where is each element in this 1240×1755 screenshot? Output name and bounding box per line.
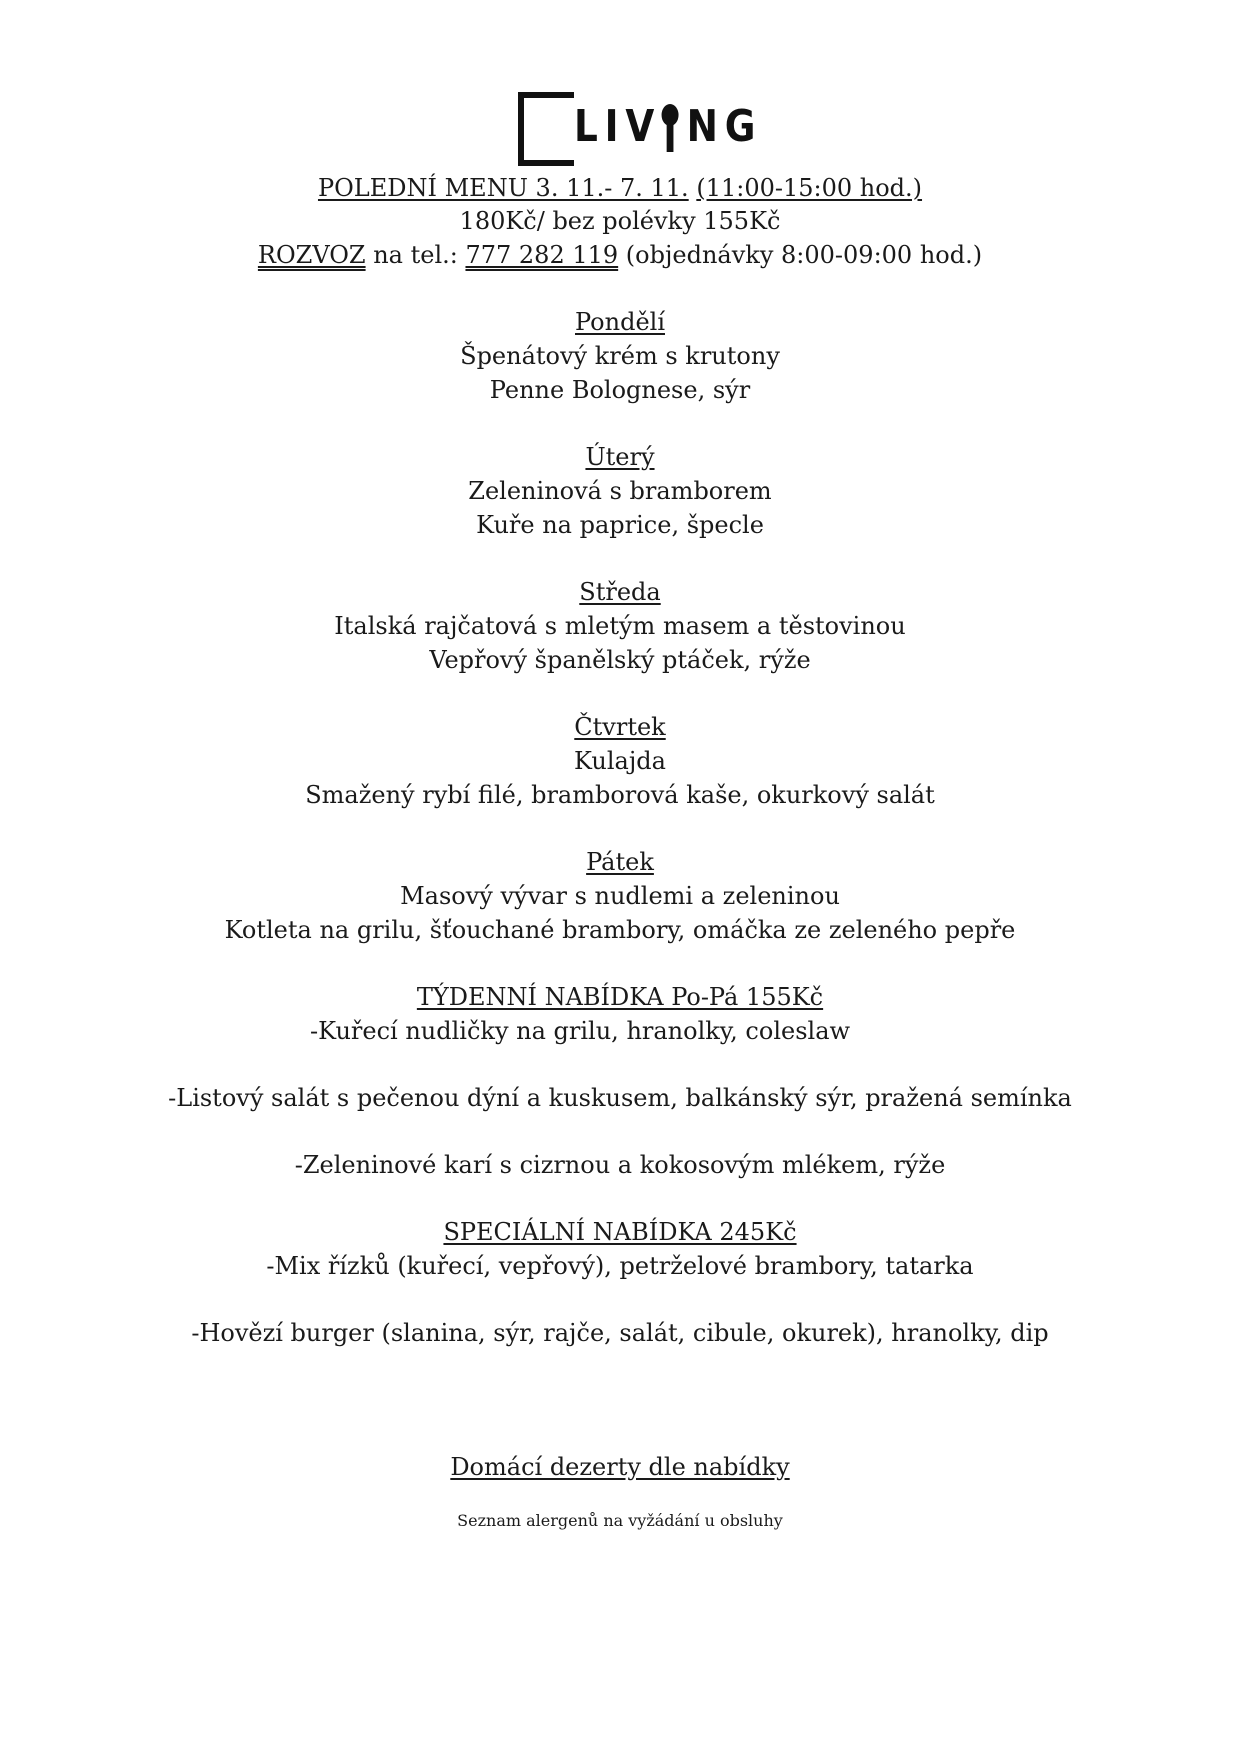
- delivery-phone: 777 282 119: [465, 241, 619, 269]
- living-logo: [518, 92, 763, 164]
- day-heading-monday: Pondělí: [575, 308, 665, 336]
- spoon-icon: [661, 108, 680, 152]
- weekly-item-2: -Listový salát s pečenou dýní a kuskusem, balkánský sýr, pražená semínka: [168, 1084, 1072, 1112]
- special-item-1: -Mix řízků (kuřecí, vepřový), petrželové brambory, tatarka: [266, 1252, 974, 1280]
- monday-main: Penne Bolognese, sýr: [489, 376, 751, 404]
- logo-text-left: LIV: [574, 101, 662, 152]
- wednesday-soup: Italská rajčatová s mletým masem a těstovinou: [334, 612, 906, 640]
- day-heading-wednesday: Středa: [579, 578, 661, 606]
- tuesday-soup: Zeleninová s bramborem: [468, 477, 772, 505]
- wednesday-main: Vepřový španělský ptáček, rýže: [429, 646, 811, 674]
- menu-title: POLEDNÍ MENU 3. 11.- 7. 11.: [317, 174, 689, 202]
- weekly-item-3: -Zeleninové karí s cizrnou a kokosovým mlékem, rýže: [294, 1151, 946, 1179]
- day-heading-tuesday: Úterý: [585, 443, 655, 471]
- monday-soup: Špenátový krém s krutony: [460, 342, 780, 370]
- friday-soup: Masový vývar s nudlemi a zeleninou: [400, 882, 840, 910]
- menu-title-line: [0, 173, 1240, 203]
- day-heading-friday: Pátek: [586, 848, 654, 876]
- thursday-soup: Kulajda: [574, 747, 666, 775]
- order-hours: (objednávky 8:00-09:00 hod.): [618, 241, 983, 269]
- weekly-offer-title: TÝDENNÍ NABÍDKA Po-Pá 155Kč: [416, 983, 824, 1011]
- desserts-note: Domácí dezerty dle nabídky: [450, 1453, 790, 1481]
- friday-main: Kotleta na grilu, šťouchané brambory, omáčka ze zeleného pepře: [224, 916, 1016, 944]
- delivery-label: ROZVOZ: [257, 241, 366, 269]
- special-item-2: -Hovězí burger (slanina, sýr, rajče, salát, cibule, okurek), hranolky, dip: [191, 1319, 1049, 1347]
- tuesday-main: Kuře na paprice, špecle: [476, 511, 764, 539]
- logo-wordmark: [574, 102, 762, 152]
- special-offer-title: SPECIÁLNÍ NABÍDKA 245Kč: [443, 1218, 797, 1246]
- logo-text-right: NG: [686, 101, 763, 152]
- weekly-item-1: -Kuřecí nudličky na grilu, hranolky, coleslaw: [309, 1017, 851, 1045]
- logo-bracket-shape: [518, 92, 574, 166]
- delivery-text: na tel.:: [365, 241, 466, 269]
- delivery-line: [0, 240, 1240, 270]
- day-heading-thursday: Čtvrtek: [574, 713, 666, 741]
- thursday-main: Smažený rybí filé, bramborová kaše, okurkový salát: [305, 781, 935, 809]
- price-line: 180Kč/ bez polévky 155Kč: [459, 207, 781, 235]
- menu-hours: (11:00-15:00 hod.): [696, 174, 923, 202]
- allergens-note: Seznam alergenů na vyžádání u obsluhy: [457, 1511, 783, 1530]
